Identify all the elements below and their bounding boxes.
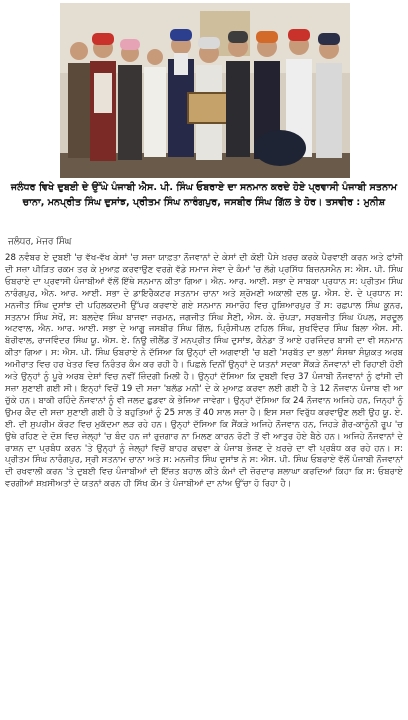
article-body	[5, 253, 403, 713]
photo-caption: ਜਲੰਧਰ ਵਿਖੇ ਦੁਬਈ ਦੇ ਉੱਘੇ ਪੰਜਾਬੀ ਐਸ. ਪੀ. ਸਿੰਘ ਓਬਰਾਏ ਦਾ ਸਨਮਾਨ ਕਰਦੇ ਹੋਏ ਪ੍ਰਵਾਸੀ ਪੰਜਾਬੀ ਸਤਨਾਮ ਚਾਨਾ, ਮਨਪ੍ਰੀਤ ਸਿੰਘ ਦੁਸਾਂਝ, ਪ੍ਰੀਤਮ ਸਿੰਘ ਨਾਰੰਗਪੁਰ, ਜਸਬੀਰ ਸਿੰਘ ਗਿੱਲ ਤੇ ਹੋਰ। ਤਸਵੀਰ : ਮੁਨੀਸ਼	[10, 182, 398, 208]
news-photo	[60, 3, 350, 178]
article-paragraph: 28 ਨਵੰਬਰ ਏ ਦੁਬਈ 'ਚ ਵੱਖ-ਵੱਖ ਕੇਸਾਂ 'ਚ ਸਜ਼ਾ ਯਾਫ਼ਤਾ ਨੌਜਵਾਨਾਂ ਦੇ ਕੇਸਾਂ ਦੀ ਕੋਈ ਪੈਸੇ ਖ਼ਰਚ ਕਰਕੇ ਪੈਰਵਾਈ ਕਰਨ ਅਤੇ ਫਾਂਸੀ ਦੀ ਸਜ਼ਾ ਪੀੜਿਤ ਰਕਮ ਤਰ ਕੇ ਮੁਆਫ਼ ਕਰਵਾਉਣ ਵਰਗੇ ਵੱਡੇ ਸਮਾਜ ਸੇਵਾ ਦੇ ਕੰਮਾਂ 'ਚ ਲੱਗੇ ਪ੍ਰਸਿੱਧ ਬਿਜ਼ਨਸਮੈਨ ਸ: ਐਸ. ਪੀ. ਸਿੰਘ ਓਬਰਾਏ ਦਾ ਪ੍ਰਵਾਸੀ ਪੰਜਾਬੀਆਂ ਵੱਲੋਂ ਇੱਥੇ ਸਨਮਾਨ ਕੀਤਾ ਗਿਆ। ਐਨ. ਆਰ. ਆਈ. ਸਭਾ ਦੇ ਸਾਬਕਾ ਪ੍ਰਧਾਨ ਸ: ਪ੍ਰੀਤਮ ਸਿੰਘ ਨਾਰੰਗਪੁਰ, ਐਨ. ਆਰ. ਆਈ. ਸਭਾ ਦੇ ਡਾਇਰੈਕਟਰ ਸਤਨਾਮ ਚਾਨਾ ਅਤੇ ਸ਼੍ਰੋਮਣੀ ਅਕਾਲੀ ਦਲ ਯੂ. ਐਸ. ਏ. ਦੇ ਪ੍ਰਧਾਨ ਸ: ਮਨਜੀਤ ਸਿੰਘ ਦੁਸਾਂਝ ਦੀ ਪਹਿਲਕਦਮੀ ਉੱਪਰ ਕਰਵਾਏ ਗਏ ਸਨਮਾਨ ਸਮਾਰੋਹ ਵਿਚ ਹੁਸ਼ਿਆਰਪੁਰ ਤੋਂ ਸ: ਰਛਪਾਲ ਸਿੰਘ ਕੂਨਰ, ਸਤਨਾਮ ਸਿੰਘ ਸੇਖੋਂ, ਸ: ਬਲਦੇਵ ਸਿੰਘ ਬਾਜਵਾ ਜਰਮਨ, ਜਗਜੀਤ ਸਿੰਘ ਸੈਣੀ, ਐਸ. ਕੇ. ਚੋਪੜਾ, ਸਰਬਜੀਤ ਸਿੰਘ ਪੱਪਲ, ਸਰਦੂਲ ਅਟਵਾਲ, ਐਨ. ਆਰ. ਆਈ. ਸਭਾ ਦੇ ਆਗੂ ਜਸਬੀਰ ਸਿੰਘ ਗਿੱਲ, ਪ੍ਰਿੰਸੀਪਲ ਟਹਿਲ ਸਿੰਘ, ਸੁਖਵਿੰਦਰ ਸਿੰਘ ਬਿਲਾ ਐਸ. ਸੀ. ਬੋਰੀਵਾਲ, ਰਾਜਵਿੰਦਰ ਸਿੰਘ ਯੂ. ਐਸ. ਏ. ਨਿਊ ਜ਼ੀਲੈਂਡ ਤੋਂ ਮਨਪ੍ਰੀਤ ਸਿੰਘ ਦੁਸਾਂਝ, ਕੈਨੇਡਾ ਤੋਂ ਆਏ ਹਰਜਿੰਦਰ ਬਾਸੀ ਦਾ ਵੀ ਸਨਮਾਨ ਕੀਤਾ ਗਿਆ। ਸ: ਐਸ. ਪੀ. ਸਿੰਘ ਓਬਰਾਏ ਨੇ ਦੱਸਿਆ ਕਿ ਉਨ੍ਹਾਂ ਦੀ ਅਗਵਾਈ 'ਚ ਬਣੀ 'ਸਰਬੱਤ ਦਾ ਭਲਾ' ਸੰਸਥਾ ਸੰਯੁਕਤ ਅਰਬ ਅਮੀਰਾਤ ਵਿਚ ਹਰ ਖੇਤਰ ਵਿਚ ਨਿਰੰਤਰ ਕੰਮ ਕਰ ਰਹੀ ਹੈ। ਪਿਛਲੇ ਦਿਨੀਂ ਉਨ੍ਹਾਂ ਦੇ ਯਤਨਾਂ ਸਦਕਾ ਸੈਂਕੜੇ ਨੌਜਵਾਨਾਂ ਦੀ ਰਿਹਾਈ ਹੋਈ ਅਤੇ ਉਨ੍ਹਾਂ ਨੂੰ ਪੂਰੇ ਅਰਬ ਦੇਸ਼ਾਂ ਵਿਚ ਨਵੀਂ ਜ਼ਿੰਦਗੀ ਮਿਲੀ ਹੈ। ਉਨ੍ਹਾਂ ਦੱਸਿਆ ਕਿ ਦੁਬਈ ਵਿਚ 37 ਪੰਜਾਬੀ ਨੌਜਵਾਨਾਂ ਨੂੰ ਫਾਂਸੀ ਦੀ ਸਜ਼ਾ ਸੁਣਾਈ ਗਈ ਸੀ। ਇਨ੍ਹਾਂ ਵਿਚੋਂ 19 ਦੀ ਸਜ਼ਾ 'ਬਲੱਡ ਮਨੀ' ਦੇ ਕੇ ਮੁਆਫ਼ ਕਰਵਾ ਲਈ ਗਈ ਹੈ ਤੇ 12 ਨੌਜਵਾਨ ਪੰਜਾਬ ਵੀ ਆ ਚੁੱਕੇ ਹਨ। ਬਾਕੀ ਰਹਿੰਦੇ ਨੌਜਵਾਨਾਂ ਨੂੰ ਵੀ ਜਲਦ ਛੁਡਵਾ ਕੇ ਭੇਜਿਆ ਜਾਵੇਗਾ। ਉਨ੍ਹਾਂ ਦੱਸਿਆ ਕਿ 24 ਨੌਜਵਾਨ ਅਜਿਹੇ ਹਨ, ਜਿਨ੍ਹਾਂ ਨੂੰ ਉਮਰ ਕੈਦ ਦੀ ਸਜ਼ਾ ਸੁਣਾਈ ਗਈ ਹੈ ਤੇ ਬਹੁਤਿਆਂ ਨੂੰ 25 ਸਾਲ ਤੋਂ 40 ਸਾਲ ਸਜ਼ਾ ਹੈ। ਇਸ ਸਜ਼ਾ ਵਿਰੁੱਧ ਕਰਵਾਉਣ ਲਈ ਉਹ ਯੂ. ਏ. ਈ. ਦੀ ਸੁਪਰੀਮ ਕੋਰਟ ਵਿਚ ਮੁਕੱਦਮਾ ਲੜ ਰਹੇ ਹਨ। ਉਨ੍ਹਾਂ ਦੱਸਿਆ ਕਿ ਸੈਂਕੜੇ ਅਜਿਹੇ ਨੌਜਵਾਨ ਹਨ, ਜਿਹੜੇ ਗੈਰ-ਕਾਨੂੰਨੀ ਰੂਪ 'ਚ ਉਥੇ ਰਹਿਣ ਦੇ ਦੋਸ਼ ਵਿਚ ਜੇਲ੍ਹਾਂ 'ਚ ਬੰਦ ਹਨ ਜਾਂ ਰੁਜ਼ਗਾਰ ਨਾ ਮਿਲਣ ਕਾਰਨ ਰੋਟੀ ਤੋਂ ਵੀ ਆਤੁਰ ਹੋਏ ਬੈਠੇ ਹਨ। ਅਜਿਹੇ ਨੌਜਵਾਨਾਂ ਦੇ ਰਾਸ਼ਨ ਦਾ ਪ੍ਰਬੰਧ ਕਰਨ 'ਤੇ ਉਨ੍ਹਾਂ ਨੂੰ ਜੇਲ੍ਹਾਂ ਵਿਚੋਂ ਬਾਹਰ ਕਢਵਾ ਕੇ ਪੰਜਾਬ ਭੇਜਣ ਦੇ ਖ਼ਰਚੇ ਦਾ ਵੀ ਪ੍ਰਬੰਧ ਕਰ ਰਹੇ ਹਨ। ਸ: ਪ੍ਰੀਤਮ ਸਿੰਘ ਨਾਰੰਗਪੁਰ, ਸ੍ਰੀ ਸਤਨਾਮ ਚਾਨਾ ਅਤੇ ਸ: ਮਨਜੀਤ ਸਿੰਘ ਦੁਸਾਂਝ ਨੇ ਸ: ਐਸ. ਪੀ. ਸਿੰਘ ਓਬਰਾਏ ਵੱਲੋਂ ਪੰਜਾਬੀ ਨੌਜਵਾਨਾਂ ਦੀ ਰਖਵਾਲੀ ਕਰਨ 'ਤੇ ਦੁਬਈ ਵਿਚ ਪੰਜਾਬੀਆਂ ਦੀ ਇੱਜ਼ਤ ਬਹਾਲ ਕੀਤੇ ਕੰਮਾਂ ਦੀ ਜ਼ੋਰਦਾਰ ਸ਼ਲਾਘਾ ਕਰਦਿਆਂ ਕਿਹਾ ਕਿ ਸ: ਓਬਰਾਏ ਵਰਗੀਆਂ ਸ਼ਖ਼ਸੀਅਤਾਂ ਦੇ ਯਤਨਾਂ ਕਰਨ ਹੀ ਸਿੱਖ ਕੌਮ ਤੇ ਪੰਜਾਬੀਆਂ ਦਾ ਨਾਂਅ ਉੱਚਾ ਹੋ ਰਿਹਾ ਹੈ।	[5, 253, 403, 490]
dateline: ਜਲੰਧਰ, ਮੇਜਰ ਸਿੰਘ	[8, 237, 72, 247]
